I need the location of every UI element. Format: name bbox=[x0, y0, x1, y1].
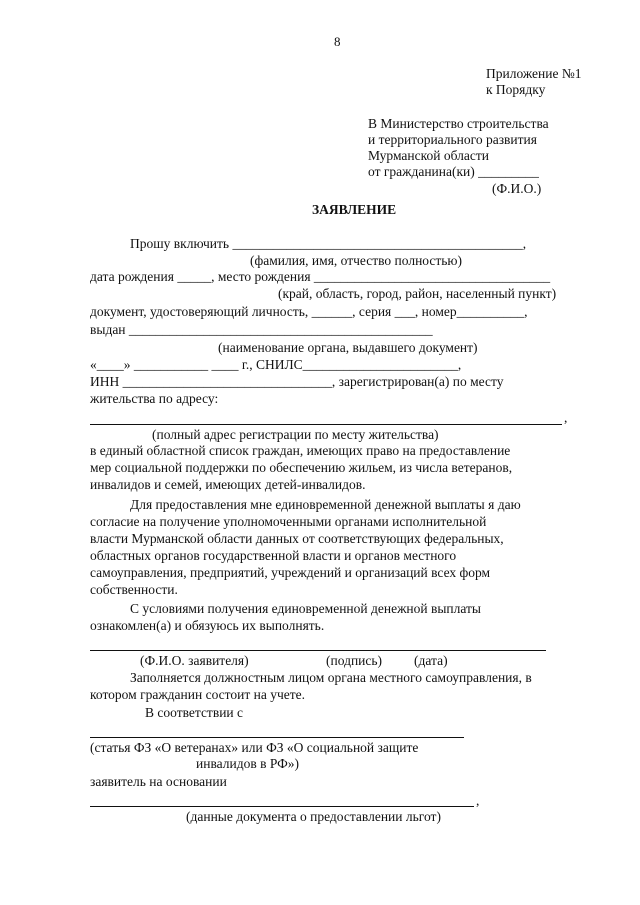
page-number: 8 bbox=[334, 34, 341, 49]
birth-line: дата рождения _____, место рождения ___________________________________ bbox=[90, 269, 551, 284]
document-line: документ, удостоверяющий личность, ______, серия ___, номер__________, bbox=[90, 304, 528, 319]
recipient-line3: Мурманской области bbox=[368, 148, 489, 163]
official-line2: котором гражданин состоит на учете. bbox=[90, 687, 306, 702]
document-title: ЗАЯВЛЕНИЕ bbox=[312, 202, 397, 217]
issued-line: выдан _____________________________________________ bbox=[90, 322, 433, 337]
date-snils-line: «____» ___________ ____ г., СНИЛС_______________________, bbox=[90, 357, 462, 372]
according-label: В соответствии с bbox=[145, 705, 244, 720]
basis-comma: , bbox=[476, 793, 480, 808]
hint-fio: (фамилия, имя, отчество полностью) bbox=[250, 253, 463, 268]
consent-line2: согласие на получение уполномоченными органами исполнительной bbox=[90, 514, 487, 529]
list-line2: мер социальной поддержки по обеспечению жильем, из числа ветеранов, bbox=[90, 460, 513, 475]
recipient-fio-hint: (Ф.И.О.) bbox=[492, 181, 542, 196]
request-line: Прошу включить ___________________________________________, bbox=[130, 236, 527, 251]
list-line1: в единый областной список граждан, имеющих право на предоставление bbox=[90, 443, 511, 458]
signature-sign-label: (подпись) bbox=[326, 653, 383, 668]
hint-address: (полный адрес регистрации по месту жительства) bbox=[152, 427, 439, 442]
recipient-line2: и территориального развития bbox=[368, 132, 537, 147]
basis-underline bbox=[90, 806, 474, 807]
address-label: жительства по адресу: bbox=[90, 391, 219, 406]
signature-underline bbox=[90, 650, 546, 651]
address-underline bbox=[90, 424, 562, 425]
conditions-line2: ознакомлен(а) и обязуюсь их выполнять. bbox=[90, 618, 325, 633]
hint-place: (край, область, город, район, населенный пункт) bbox=[278, 286, 557, 301]
signature-fio-label: (Ф.И.О. заявителя) bbox=[140, 653, 249, 668]
appendix-line1: Приложение №1 bbox=[486, 66, 582, 81]
conditions-line1: С условиями получения единовременной денежной выплаты bbox=[130, 601, 481, 616]
recipient-line1: В Министерство строительства bbox=[368, 116, 549, 131]
recipient-line4: от гражданина(ки) _________ bbox=[368, 164, 539, 179]
address-comma: , bbox=[564, 410, 568, 425]
hint-law-line2: инвалидов в РФ») bbox=[196, 756, 300, 771]
inn-line: ИНН _______________________________, зарегистрирован(а) по месту bbox=[90, 374, 504, 389]
hint-docs: (данные документа о предоставлении льгот) bbox=[186, 809, 441, 824]
consent-line5: самоуправления, предприятий, учреждений и организаций всех форм bbox=[90, 565, 491, 580]
official-line1: Заполняется должностным лицом органа местного самоуправления, в bbox=[130, 670, 532, 685]
consent-line6: собственности. bbox=[90, 582, 178, 597]
appendix-line2: к Порядку bbox=[486, 82, 546, 97]
law-underline bbox=[90, 737, 464, 738]
list-line3: инвалидов и семей, имеющих детей-инвалидов. bbox=[90, 477, 366, 492]
consent-line1: Для предоставления мне единовременной денежной выплаты я даю bbox=[130, 497, 521, 512]
hint-law-line1: (статья ФЗ «О ветеранах» или ФЗ «О социальной защите bbox=[90, 740, 419, 755]
signature-date-label: (дата) bbox=[414, 653, 448, 668]
consent-line3: власти Мурманской области данных от соответствующих федеральных, bbox=[90, 531, 504, 546]
hint-issuer: (наименование органа, выдавшего документ) bbox=[218, 340, 478, 355]
basis-label: заявитель на основании bbox=[90, 774, 227, 789]
consent-line4: областных органов государственной власти и органов местного bbox=[90, 548, 457, 563]
